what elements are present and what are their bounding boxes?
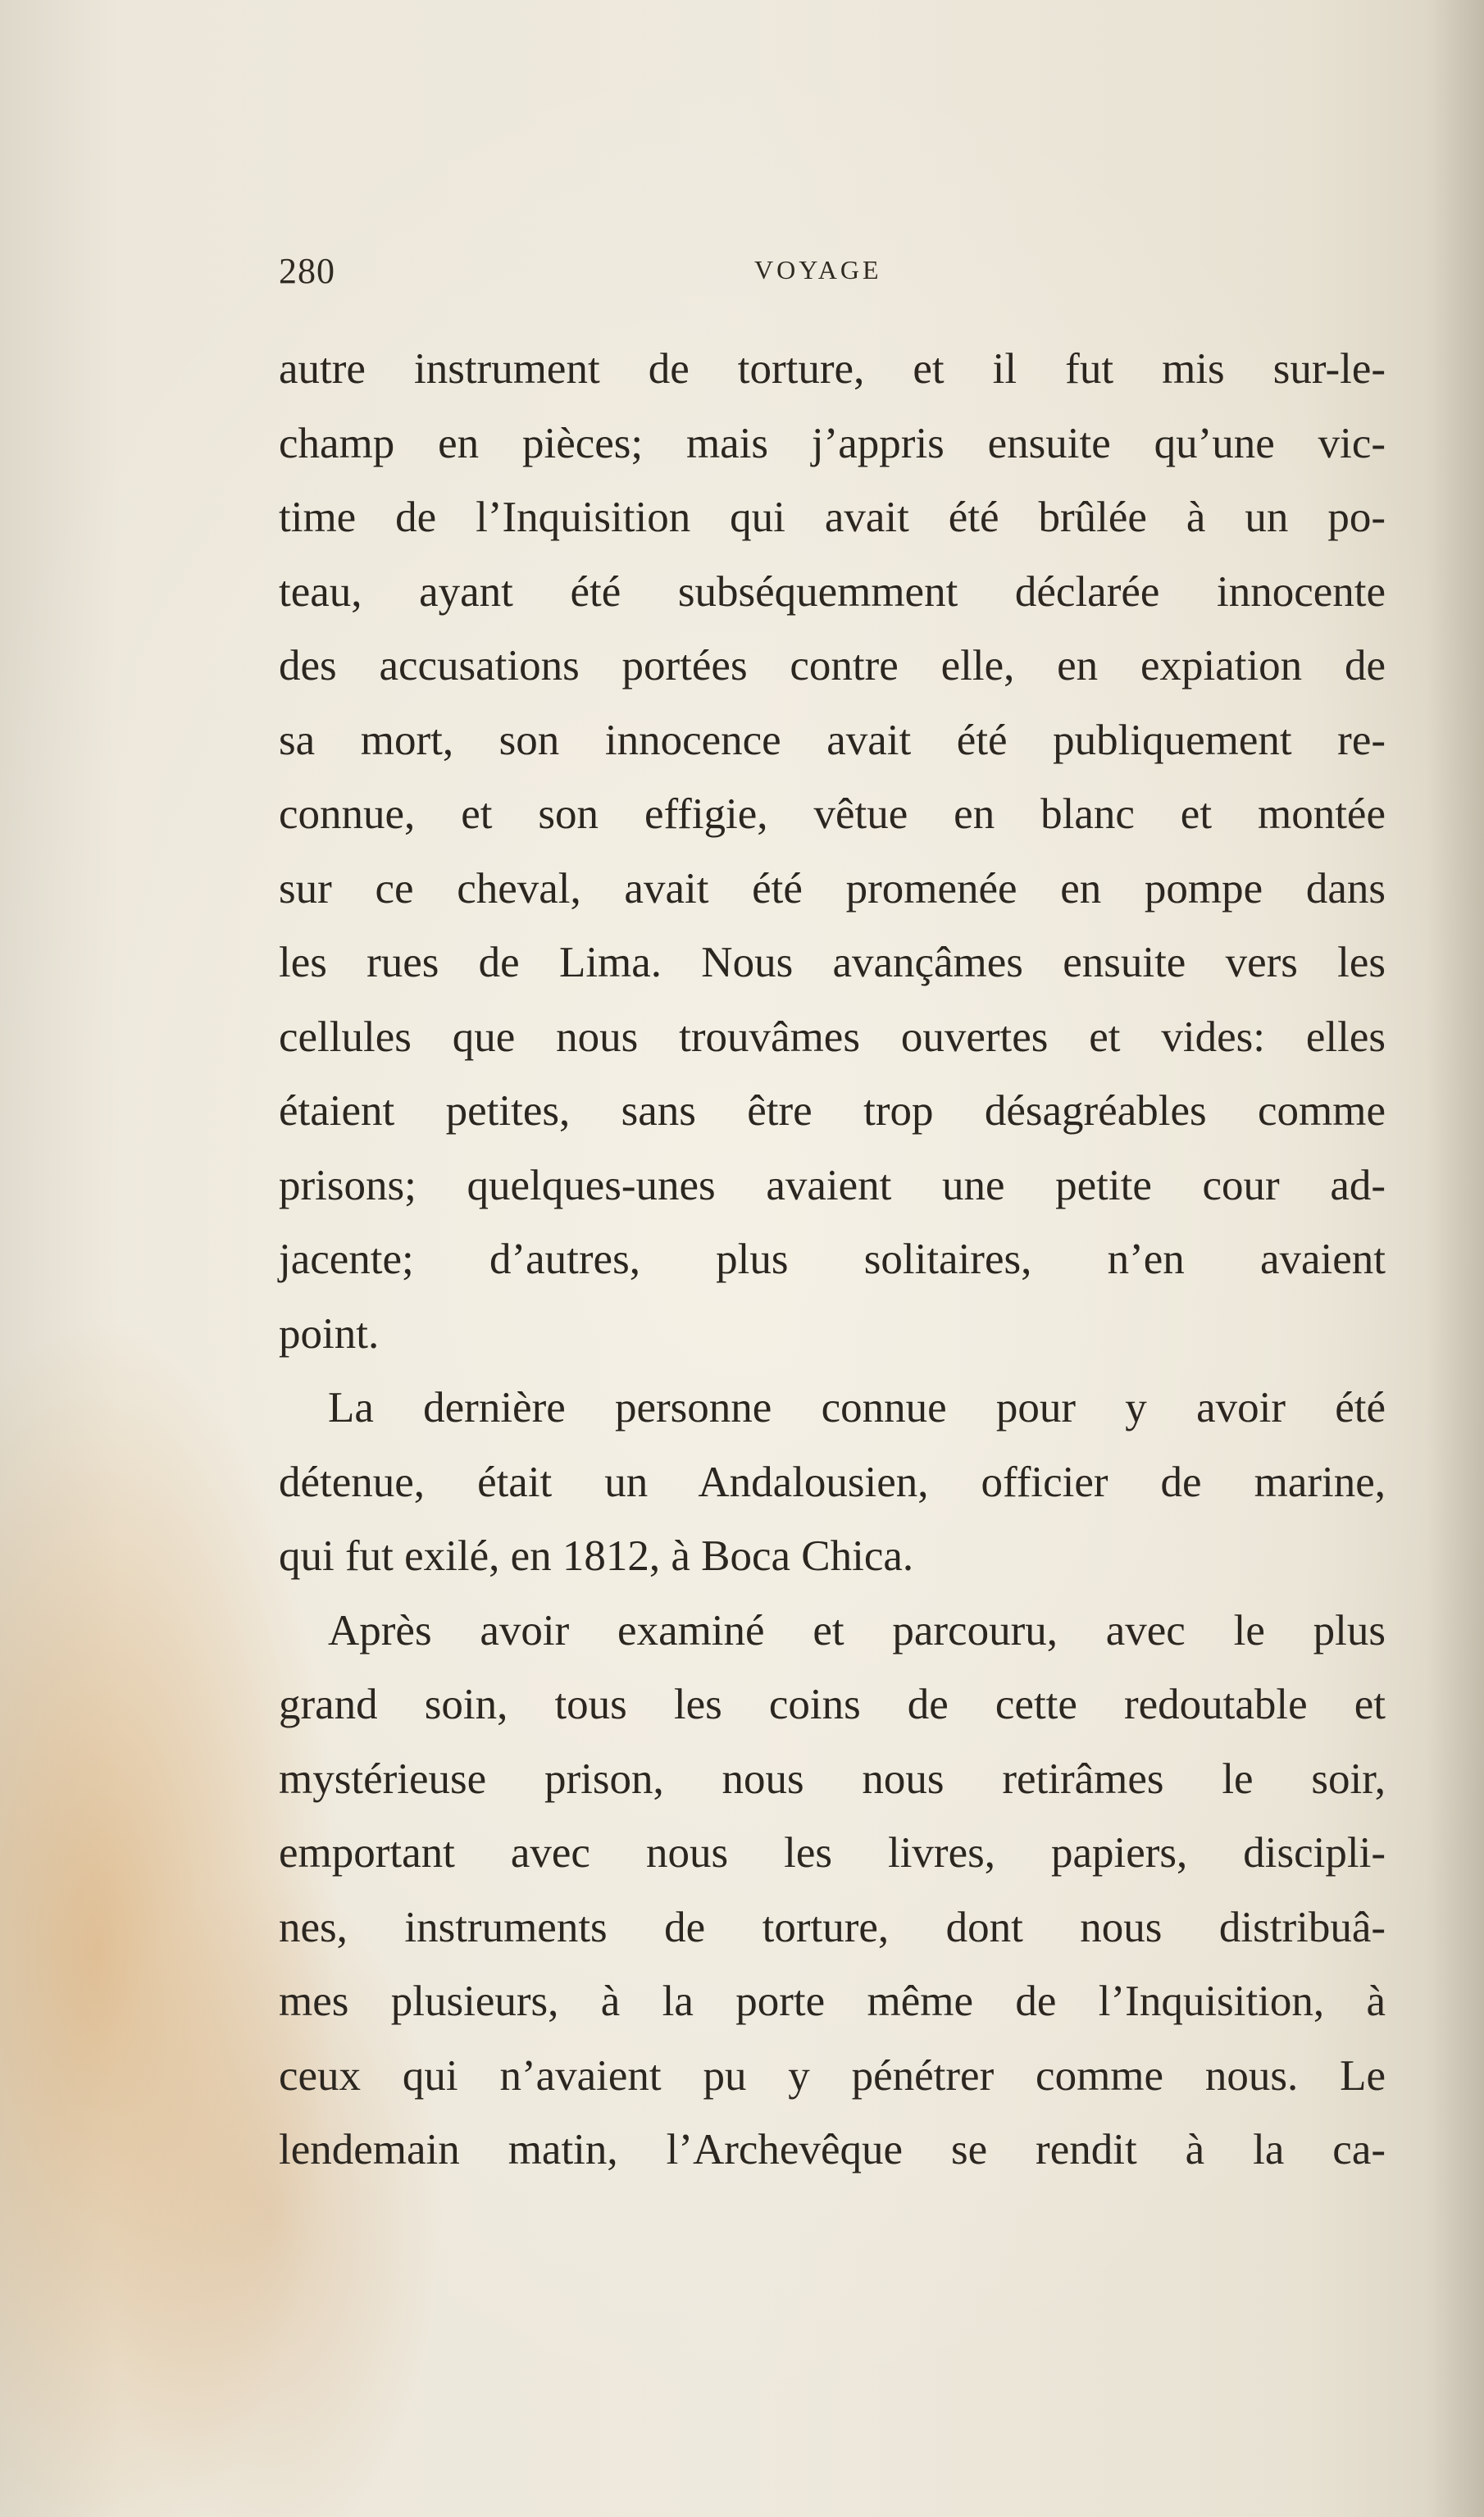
text-line: Après avoir examiné et parcouru, avec le plus <box>328 1606 1386 1654</box>
body-text <box>279 332 1386 2187</box>
paragraph-2 <box>279 1371 1386 1594</box>
text-line: connue, et son effigie, vêtue en blanc et montée <box>279 790 1386 838</box>
text-line: des accusations portées contre elle, en expiation de <box>279 642 1386 690</box>
running-title: VOYAGE <box>754 255 882 284</box>
text-line: ceux qui n’avaient pu y pénétrer comme nous. Le <box>279 2051 1386 2100</box>
text-line: point. <box>279 1309 380 1358</box>
text-line: champ en pièces; mais j’appris ensuite qu’une vic- <box>279 419 1386 467</box>
text-line: étaient petites, sans être trop désagréables comme <box>279 1087 1386 1135</box>
text-line: nes, instruments de torture, dont nous distribuâ- <box>279 1903 1386 1951</box>
text-line: grand soin, tous les coins de cette redoutable et <box>279 1681 1386 1728</box>
page-edge-shadow <box>1427 0 1484 2517</box>
text-line: mes plusieurs, à la porte même de l’Inquisition, à <box>279 1978 1386 2025</box>
text-line: teau, ayant été subséquemment déclarée innocente <box>279 567 1386 616</box>
text-line: cellules que nous trouvâmes ouvertes et vides: elles <box>279 1013 1386 1061</box>
text-line: autre instrument de torture, et il fut mis sur-le- <box>279 345 1386 393</box>
text-line: qui fut exilé, en 1812, à Boca Chica. <box>279 1532 914 1580</box>
text-line: mystérieuse prison, nous nous retirâmes le soir, <box>279 1755 1386 1803</box>
running-head <box>279 250 1386 299</box>
text-line: sa mort, son innocence avait été publiquement re- <box>279 716 1386 764</box>
text-line: emportant avec nous les livres, papiers, discipli- <box>279 1829 1386 1877</box>
text-line: les rues de Lima. Nous avançâmes ensuite vers les <box>279 939 1386 986</box>
paragraph-3 <box>279 1594 1386 2187</box>
text-line: prisons; quelques-unes avaient une petite cour ad- <box>279 1161 1386 1209</box>
paragraph-1 <box>279 332 1386 1371</box>
text-line: sur ce cheval, avait été promenée en pompe dans <box>279 864 1386 913</box>
text-line: time de l’Inquisition qui avait été brûlée à un po- <box>279 494 1386 541</box>
text-line: détenue, était un Andalousien, officier de marine, <box>279 1458 1386 1506</box>
page-number: 280 <box>279 251 335 291</box>
text-line: jacente; d’autres, plus solitaires, n’en avaient <box>279 1236 1386 1283</box>
text-line: La dernière personne connue pour y avoir été <box>328 1384 1386 1431</box>
text-line: lendemain matin, l’Archevêque se rendit à la ca- <box>279 2126 1386 2173</box>
